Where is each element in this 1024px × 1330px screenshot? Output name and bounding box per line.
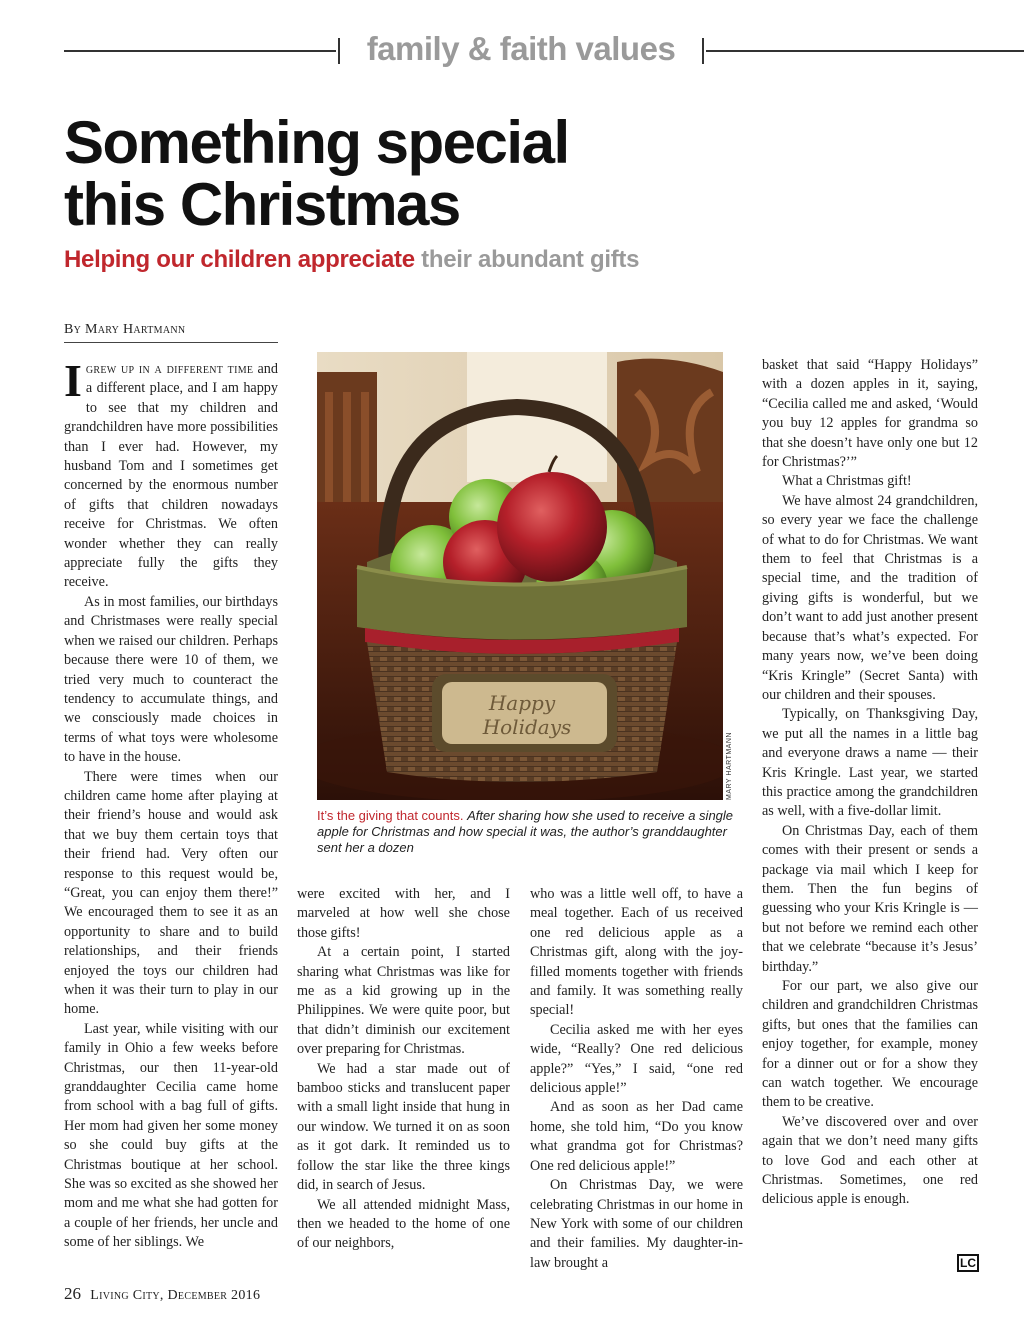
section-title: family & faith values — [366, 30, 676, 67]
deck-gray: their abundant gifts — [421, 246, 640, 273]
paragraph: Cecilia asked me with her eyes wide, “Really? One red delicious apple?” “Yes,” I said, “one red delicious apple!” — [530, 1021, 743, 1097]
paragraph: basket that said “Happy Holidays” with a dozen apples in it, saying, “Cecilia called me and asked, ‘Would you buy 12 apples for grandma so that she doesn’t have only one but 12 for Christmas?’” — [762, 357, 978, 471]
lead-caps: grew up in a different time — [85, 361, 254, 377]
paragraph: At a certain point, I started sharing what Christmas was like for me as a kid growing up in the Philippines. We were quite poor, but that didn’t diminish our excitement over preparing for Christmas. — [297, 944, 510, 1058]
section-rule-left — [64, 50, 336, 52]
paragraph: As in most families, our birthdays and Christmases were really special when we raised our children. Perhaps because there were 10 of them, we tried very much to counteract the tendency to accumulate things, and we consciously made choices in terms of what toys were wholesome to have in the house. — [64, 593, 278, 766]
paragraph: We all attended midnight Mass, then we headed to the home of one of our neighbors, — [297, 1196, 510, 1252]
apple-basket-image — [317, 352, 723, 800]
article-column-2 — [297, 885, 510, 1254]
drop-cap: I — [64, 355, 82, 406]
paragraph: and a different place, and I am happy to see that my children and grandchildren have more possibilities than I ever had. However, my husband Tom and I sometimes get concerned by the enormous number of gifts that children nowadays receive for Christmas. We often wonder whether they can really appreciate fully the gifts they receive. — [64, 361, 278, 591]
photo-credit: MARY HARTMANN — [726, 732, 733, 800]
paragraph: We have almost 24 grandchildren, so every year we face the challenge of what to do for Christmas. We want them to feel that Christmas is a special time, and the tradition of giving gifts is wonderful, but we don’t want to add just another present because that’s what’s expected. For many years now, we’ve been doing “Kris Kringle” (Secret Santa) with our children and their spouses. — [762, 492, 978, 703]
section-tick-right — [702, 38, 704, 64]
page-footer — [64, 1284, 260, 1304]
paragraph: were excited with her, and I marveled at how well she chose those gifts! — [297, 886, 510, 941]
deck-red: Helping our children appreciate — [64, 246, 415, 273]
basket-label-line-1: Happy — [488, 691, 556, 715]
section-rule-right — [706, 50, 1024, 52]
paragraph: What a Christmas gift! — [782, 473, 912, 490]
headline — [64, 109, 824, 238]
basket-label-line-2: Holidays — [482, 715, 572, 739]
paragraph: On Christmas Day, each of them comes with their present or sends a package via mail which I keep for them. Then the fun begins of guessing who your Kris Kringle is — but not before we remind each other that we celebrate “because it’s Jesus’ birthday.” — [762, 822, 978, 975]
basket-photo — [317, 352, 723, 800]
article-column-1 — [64, 355, 278, 1253]
byline: By Mary Hartmann — [64, 322, 278, 343]
paragraph: There were times when our children came home after playing at their friend’s house and would ask that we buy them certain toys that their friend had. Very often our response to this request would be, “Great, you can enjoy them there!” We encouraged them to see it as an opportunity to share and to build relationships, and their friends enjoyed the toys our children had when it was their turn to play in our home. — [64, 768, 278, 1018]
paragraph: For our part, we also give our children and grandchildren Christmas gifts, but ones that the families can enjoy together, for example, money for a dinner out or for a show they can watch together. We encourage them to be creative. — [762, 978, 978, 1111]
headline-line-2: this Christmas — [64, 171, 460, 238]
paragraph: who was a little well off, to have a meal together. Each of us received one red delicious apple as a Christmas gift, along with the joy-filled moments together with friends and family. It was something really special! — [530, 886, 743, 1019]
paragraph: And as soon as her Dad came home, she told him, “Do you know what grandma got for Christmas? One red delicious apple!” — [530, 1099, 743, 1174]
end-mark-icon: LC — [957, 1254, 979, 1272]
page-number: 26 — [64, 1284, 81, 1303]
article-lead-paragraph — [64, 355, 278, 593]
article-column-4 — [762, 356, 978, 1210]
deck — [64, 246, 964, 274]
caption-lead: It’s the giving that counts. — [317, 808, 464, 823]
paragraph: Last year, while visiting with our family in Ohio a few weeks before Christmas, our then 11-year-old granddaughter Cecilia came home from school with a bag full of gifts. Her mom had given her some money so she could buy gifts at the Christmas boutique at her school. She was so excited as she showed her mom and me what she had gotten for a couple of her friends, her uncle and some of her siblings. We — [64, 1020, 278, 1251]
headline-line-1: Something special — [64, 109, 569, 176]
publication-name: Living City, December 2016 — [90, 1288, 261, 1303]
paragraph: On Christmas Day, we were celebrating Christmas in our home in New York with some of our children and their families. My daughter-in-law brought a — [530, 1177, 743, 1271]
article-column-3 — [530, 885, 743, 1273]
paragraph: We had a star made out of bamboo sticks and translucent paper with a small light inside that hung in our window. We turned it on as soon as it got dark. It reminded us to follow the star like the three kings did, in search of Jesus. — [297, 1060, 510, 1194]
paragraph: Typically, on Thanksgiving Day, we put all the names in a little bag and everyone draws a name — their Kris Kringle. Last year, we started this practice among the grandchildren as well, with a five-dollar limit. — [762, 706, 978, 820]
caption-text: After sharing how she used to receive a single apple for Christmas and how special it was, the author’s granddaughter sent her a dozen — [317, 808, 734, 855]
paragraph: We’ve discovered over and over again that we don’t need many gifts to love God and each other at Christmas. Sometimes, one red delicious apple is enough. — [762, 1113, 978, 1208]
photo-caption — [317, 808, 737, 856]
